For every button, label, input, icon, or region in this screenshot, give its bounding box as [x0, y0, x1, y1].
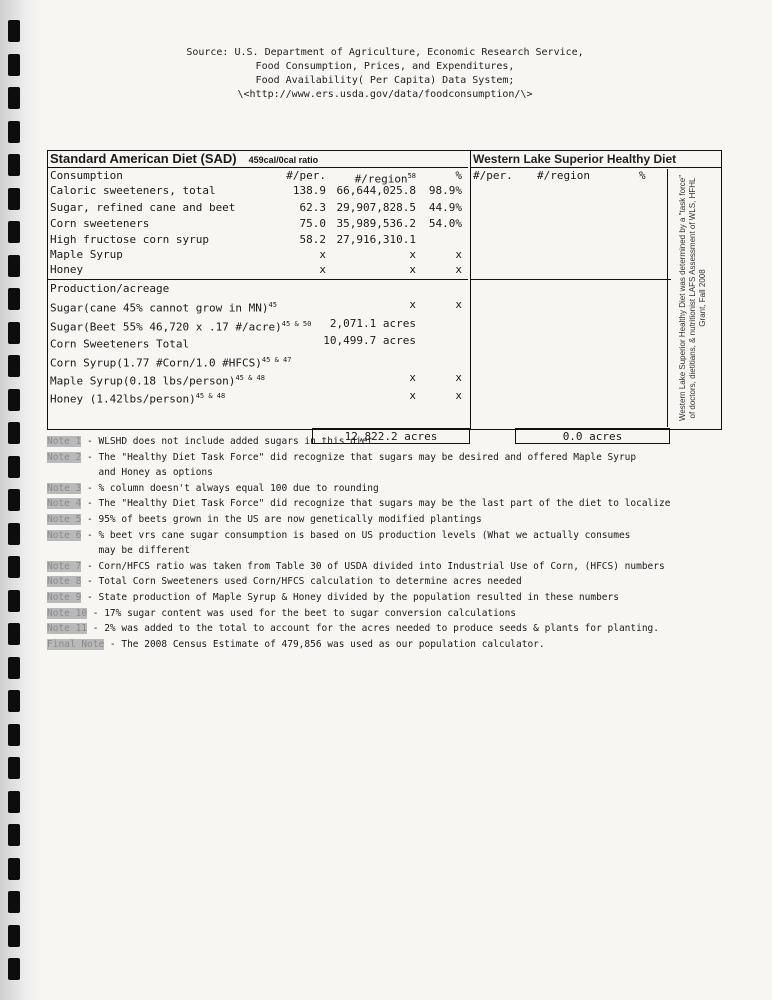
prod-ref: 45 & 47 — [261, 356, 292, 364]
note-tag: Note 11 — [47, 623, 88, 635]
sad-header — [48, 151, 468, 168]
prod-region: x — [409, 371, 416, 384]
production-row — [48, 317, 468, 334]
binding-hole — [8, 422, 20, 444]
row-label: Sugar, refined cane and beet — [50, 201, 236, 214]
note-text: - % column doesn't always equal 100 due to rounding — [81, 482, 379, 494]
note-line — [47, 496, 747, 512]
consumption-row — [48, 217, 468, 231]
row-label: Caloric sweeteners, total — [50, 184, 216, 197]
prod-pct: x — [455, 298, 462, 311]
note-tag: Note 8 — [47, 576, 82, 588]
production-row — [48, 389, 468, 406]
binding-hole — [8, 322, 20, 344]
note-line — [47, 574, 747, 590]
row-pct: 54.0% — [428, 217, 462, 230]
prod-label-text: Sugar(cane 45% cannot grow in MN) — [50, 301, 269, 315]
prod-label-text: Corn Syrup(1.77 #Corn/1.0 #HFCS) — [50, 356, 262, 370]
col-pct: % — [455, 169, 462, 182]
note-text: - 17% sugar content was used for the beet to sugar conversion calculations — [87, 607, 517, 619]
prod-label — [50, 389, 225, 407]
source-line: Food Availability( Per Capita) Data System; — [255, 75, 515, 86]
row-label: Maple Syrup — [50, 248, 123, 261]
row-label: Honey — [50, 263, 84, 276]
row-region: 66,644,025.8 — [336, 184, 416, 197]
production-header-row — [48, 282, 468, 296]
note-line — [47, 606, 747, 622]
row-region: x — [409, 248, 416, 261]
binding-hole — [8, 489, 20, 511]
row-per: 138.9 — [292, 184, 326, 197]
binding-hole — [8, 724, 20, 746]
sad-ratio: 459cal/0cal ratio — [248, 155, 319, 165]
row-region: x — [409, 263, 416, 276]
binding-hole — [8, 824, 20, 846]
note-line — [47, 528, 747, 544]
row-per: x — [319, 248, 326, 261]
note-tag: Note 3 — [47, 482, 82, 494]
note-text: - WLSHD does not include added sugars in this diet — [81, 436, 374, 447]
source-line: Food Consumption, Prices, and Expenditures, — [255, 61, 515, 72]
row-label: High fructose corn syrup — [50, 233, 209, 246]
binding-hole — [8, 690, 20, 712]
note-line — [47, 621, 747, 637]
section-divider — [48, 279, 468, 280]
prod-label — [50, 298, 277, 316]
sad-section — [48, 151, 468, 431]
row-per: 75.0 — [299, 217, 326, 230]
prod-ref: 45 — [268, 301, 277, 309]
binding-hole — [8, 891, 20, 913]
note-text: - The "Healthy Diet Task Force" did recognize that sugars may be the last part of the diet to localize — [81, 498, 671, 510]
prod-region: 2,071.1 acres — [329, 317, 416, 330]
prod-label — [50, 353, 291, 371]
binding-hole — [8, 255, 20, 277]
prod-region: x — [409, 298, 416, 311]
note-text: and Honey as options — [47, 467, 213, 479]
wls-col-pct: % — [639, 169, 646, 182]
note-line — [47, 481, 747, 497]
row-pct: x — [455, 248, 462, 261]
binding-hole — [8, 456, 20, 478]
column-header-row — [48, 169, 468, 186]
binding-hole — [8, 355, 20, 377]
note-text: - Total Corn Sweeteners used Corn/HFCS calculation to determine acres needed — [81, 576, 522, 588]
wls-divider — [471, 279, 671, 280]
prod-region: x — [409, 389, 416, 402]
consumption-label: Consumption — [50, 169, 123, 182]
note-text: - The "Healthy Diet Task Force" did recognize that sugars may be desired and offered Maple Syrup — [81, 451, 637, 463]
note-tag: Note 7 — [47, 560, 82, 572]
wls-title: Western Lake Superior Healthy Diet — [471, 151, 722, 168]
binding-hole — [8, 858, 20, 880]
note-line — [47, 590, 747, 606]
row-region: 27,916,310.1 — [336, 233, 416, 246]
notes-list — [47, 434, 747, 652]
wls-side-note — [667, 169, 718, 427]
prod-ref: 45 & 48 — [235, 374, 265, 382]
binding-hole — [8, 791, 20, 813]
prod-label-text: Maple Syrup(0.18 lbs/person) — [50, 374, 236, 388]
note-tag: Note 10 — [47, 607, 88, 619]
prod-label — [50, 334, 189, 352]
note-line — [47, 465, 747, 481]
wls-col-per: #/per. — [473, 169, 513, 182]
source-line: Source: U.S. Department of Agriculture, Economic Research Service, — [186, 47, 584, 58]
note-line — [47, 512, 747, 528]
binding-hole — [8, 623, 20, 645]
binding-hole — [8, 221, 20, 243]
note-text: - State production of Maple Syrup & Honey divided by the population resulted in these numbers — [81, 591, 619, 603]
note-line — [47, 450, 747, 466]
row-per: 62.3 — [299, 201, 326, 214]
wls-column-header-row — [471, 169, 671, 183]
note-tag: Note 6 — [47, 529, 82, 541]
binding-hole — [8, 590, 20, 612]
sad-title: Standard American Diet (SAD) — [50, 151, 237, 166]
binding-hole — [8, 958, 20, 980]
note-tag: Note 9 — [47, 591, 82, 603]
prod-label-text: Corn Sweeteners Total — [50, 337, 190, 351]
consumption-row — [48, 263, 468, 277]
wls-col-region: #/region — [537, 169, 590, 182]
production-row — [48, 371, 468, 388]
row-per: 58.2 — [299, 233, 326, 246]
prod-region: 10,499.7 acres — [323, 334, 416, 347]
wls-side-note-text: Western Lake Superior Healthy Diet was determined by a "task force" of doctors, dietitians, & nutritionist LAFS Assessment of WLS, HFHL Grant, Fall 2008 — [678, 174, 707, 422]
consumption-row — [48, 201, 468, 215]
col-per: #/per. — [286, 169, 326, 182]
note-text: - 95% of beets grown in the US are now genetically modified plantings — [81, 513, 482, 525]
binding-hole — [8, 87, 20, 109]
production-row — [48, 298, 468, 315]
comparison-table — [47, 150, 722, 430]
col-region-text: #/region — [354, 172, 408, 186]
note-line — [47, 434, 747, 450]
note-tag: Final Note — [47, 638, 105, 650]
note-line — [47, 637, 747, 653]
row-per: x — [319, 263, 326, 276]
binding-hole — [8, 757, 20, 779]
binding-hole — [8, 657, 20, 679]
wls-total: 0.0 acres — [515, 428, 670, 444]
binding-hole — [8, 288, 20, 310]
note-line — [47, 543, 747, 559]
note-tag: Note 4 — [47, 498, 82, 510]
note-text: - % beet vrs cane sugar consumption is based on US production levels (What we actually consumes — [81, 529, 631, 541]
spiral-binding — [0, 0, 40, 1000]
note-tag: Note 5 — [47, 513, 82, 525]
production-row — [48, 334, 468, 351]
binding-hole — [8, 925, 20, 947]
row-pct: 98.9% — [428, 184, 462, 197]
binding-hole — [8, 188, 20, 210]
binding-hole — [8, 20, 20, 42]
prod-label — [50, 317, 311, 335]
wls-section — [470, 151, 722, 429]
row-label: Corn sweeteners — [50, 217, 150, 230]
production-label: Production/acreage — [50, 282, 170, 295]
prod-label-text: Sugar(Beet 55% 46,720 x .17 #/acre) — [50, 320, 282, 334]
binding-hole — [8, 54, 20, 76]
row-region: 35,989,536.2 — [336, 217, 416, 230]
prod-pct: x — [455, 389, 462, 402]
binding-hole — [8, 556, 20, 578]
note-text: - 2% was added to the total to account for the acres needed to produce seeds & plants for planting. — [87, 623, 659, 635]
prod-ref: 45 & 48 — [195, 392, 226, 400]
note-text: may be different — [47, 545, 190, 557]
consumption-row — [48, 233, 468, 247]
prod-label — [50, 371, 265, 389]
sad-total: 12,822.2 acres — [312, 428, 470, 444]
prod-label-text: Honey (1.42lbs/person) — [50, 392, 196, 406]
consumption-row — [48, 248, 468, 262]
prod-pct: x — [455, 371, 462, 384]
source-citation — [150, 46, 620, 102]
row-region: 29,907,828.5 — [336, 201, 416, 214]
note-text: - The 2008 Census Estimate of 479,856 was used as our population calculator. — [104, 638, 545, 650]
binding-hole — [8, 523, 20, 545]
col-region-sup: 58 — [407, 172, 416, 180]
binding-hole — [8, 121, 20, 143]
note-tag: Note 2 — [47, 451, 82, 463]
production-row — [48, 353, 468, 370]
binding-hole — [8, 154, 20, 176]
binding-hole — [8, 389, 20, 411]
note-tag: Note 1 — [47, 436, 82, 447]
note-text: - Corn/HFCS ratio was taken from Table 30 of USDA divided into Industrial Use of Corn, (HFCS) numbers — [81, 560, 665, 572]
row-pct: 44.9% — [428, 201, 462, 214]
consumption-row — [48, 184, 468, 198]
note-line — [47, 559, 747, 575]
source-line: \<http://www.ers.usda.gov/data/foodconsumption/\> — [237, 89, 533, 100]
row-pct: x — [455, 263, 462, 276]
prod-ref: 45 & 50 — [281, 320, 312, 328]
